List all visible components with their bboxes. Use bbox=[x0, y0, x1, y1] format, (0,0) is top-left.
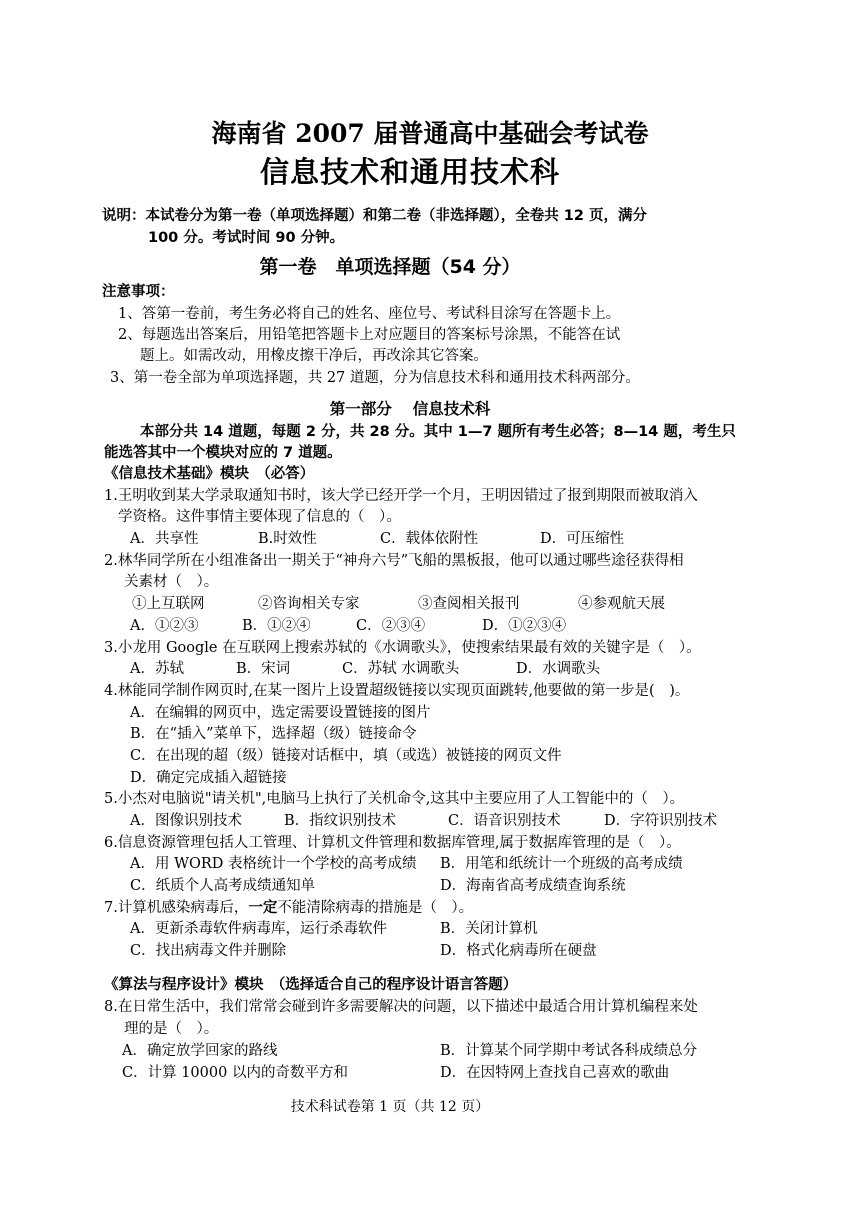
q5-option-d: D．字符识别技术 bbox=[604, 813, 718, 829]
part-one-heading: 第一卷 单项选择题（54 分） bbox=[259, 256, 521, 278]
page-footer: 技术科试卷第 1 页（共 12 页） bbox=[290, 1099, 490, 1115]
question-4: 4.林能同学制作网页时,在某一图片上设置超级链接以实现页面跳转,他要做的第一步是( )。 bbox=[104, 683, 690, 699]
section-heading: 第一部分 信息技术科 bbox=[329, 400, 491, 418]
q2-option-a: A．①②③ bbox=[130, 618, 199, 634]
q2-item-1: ①上互联网 bbox=[132, 596, 205, 612]
q2-option-c: C．②③④ bbox=[356, 618, 426, 634]
q7-option-b: B．关闭计算机 bbox=[440, 921, 538, 937]
notes-label: 注意事项： bbox=[102, 284, 175, 300]
q6-option-c: C．纸质个人高考成绩通知单 bbox=[130, 878, 316, 894]
question-3: 3.小龙用 Google 在互联网上搜索苏轼的《水调歌头》，使搜索结果最有效的关键字是（ ）。 bbox=[104, 640, 701, 656]
section-description-1: 本部分共 14 道题，每题 2 分，共 28 分。其中 1—7 题所有考生必答；8—14 题，考生只 bbox=[140, 424, 736, 440]
instructions-line-1: 说明：本试卷分为第一卷（单项选择题）和第二卷（非选择题），全卷共 12 页，满分 bbox=[102, 208, 648, 224]
note-3: 3、第一卷全部为单项选择题，共 27 道题，分为信息技术科和通用技术科两部分。 bbox=[110, 370, 640, 386]
q3-option-a: A．苏轼 bbox=[130, 661, 184, 677]
exam-title: 海南省 2007 届普通高中基础会考试卷 bbox=[211, 119, 649, 148]
q3-option-c: C．苏轼 水调歌头 bbox=[342, 661, 460, 677]
question-2-continued: 关素材（ ）。 bbox=[124, 574, 219, 590]
q8-option-b: B．计算某个同学期中考试各科成绩总分 bbox=[440, 1043, 698, 1059]
module-heading-algorithms: 《算法与程序设计》模块 （选择适合自己的程序设计语言答题） bbox=[104, 977, 518, 993]
q8-option-d: D．在因特网上查找自己喜欢的歌曲 bbox=[440, 1065, 670, 1081]
q4-option-c: C．在出现的超（级）链接对话框中，填（或选）被链接的网页文件 bbox=[130, 748, 562, 764]
q5-option-a: A．图像识别技术 bbox=[130, 813, 242, 829]
q2-item-3: ③查阅相关报刊 bbox=[418, 596, 520, 612]
question-8-continued: 理的是（ ）。 bbox=[124, 1021, 219, 1037]
subject-title: 信息技术和通用技术科 bbox=[259, 155, 560, 189]
note-1: 1、答第一卷前，考生务必将自己的姓名、座位号、考试科目涂写在答题卡上。 bbox=[118, 306, 621, 322]
q4-option-b: B．在“插入”菜单下，选择超（级）链接命令 bbox=[130, 726, 417, 742]
q2-item-2: ②咨询相关专家 bbox=[258, 596, 360, 612]
q4-option-a: A．在编辑的网页中，选定需要设置链接的图片 bbox=[130, 705, 431, 721]
q5-option-c: C．语音识别技术 bbox=[448, 813, 561, 829]
question-5: 5.小杰对电脑说"请关机",电脑马上执行了关机命令,这其中主要应用了人工智能中的（ ）。 bbox=[104, 791, 685, 807]
q2-option-d: D．①②③④ bbox=[482, 618, 567, 634]
question-6: 6.信息资源管理包括人工管理、计算机文件管理和数据库管理,属于数据库管理的是（ ）。 bbox=[104, 835, 681, 851]
q1-option-d: D．可压缩性 bbox=[540, 531, 625, 547]
q7-option-d: D．格式化病毒所在硬盘 bbox=[440, 943, 597, 959]
question-8: 8.在日常生活中，我们常常会碰到许多需要解决的问题，以下描述中最适合用计算机编程来处 bbox=[104, 999, 698, 1015]
question-1-continued: 学资格。这件事情主要体现了信息的（ ）。 bbox=[118, 509, 401, 525]
q3-option-d: D．水调歌头 bbox=[516, 661, 601, 677]
instructions-line-2: 100 分。考试时间 90 分钟。 bbox=[148, 230, 345, 246]
q6-option-b: B．用笔和纸统计一个班级的高考成绩 bbox=[440, 856, 683, 872]
q5-option-b: B．指纹识别技术 bbox=[284, 813, 397, 829]
note-2: 2、每题选出答案后，用铅笔把答题卡上对应题目的答案标号涂黑，不能答在试 bbox=[118, 327, 621, 343]
q1-option-c: C．载体依附性 bbox=[380, 531, 479, 547]
note-2-continued: 题上。如需改动，用橡皮擦干净后，再改涂其它答案。 bbox=[140, 348, 488, 364]
section-description-2: 能选答其中一个模块对应的 7 道题。 bbox=[104, 445, 342, 461]
q6-option-a: A．用 WORD 表格统计一个学校的高考成绩 bbox=[130, 856, 417, 872]
q8-option-c: C．计算 10000 以内的奇数平方和 bbox=[122, 1065, 348, 1081]
question-7-text-start: 7.计算机感染病毒后， bbox=[104, 900, 249, 916]
q7-option-c: C．找出病毒文件并删除 bbox=[130, 943, 287, 959]
question-7-emphasis: 一定 bbox=[248, 900, 278, 916]
q6-option-d: D．海南省高考成绩查询系统 bbox=[440, 878, 626, 894]
question-2: 2.林华同学所在小组准备出一期关于“神舟六号”飞船的黑板报，他可以通过哪些途径获得相 bbox=[104, 553, 684, 569]
module-heading-basics: 《信息技术基础》模块 （必答） bbox=[104, 466, 315, 482]
q2-item-4: ④参观航天展 bbox=[578, 596, 665, 612]
q2-option-b: B．①②④ bbox=[242, 618, 311, 634]
q7-option-a: A．更新杀毒软件病毒库，运行杀毒软件 bbox=[130, 921, 387, 937]
question-7 bbox=[104, 898, 473, 918]
question-7-text-end: 不能清除病毒的措施是（ ）。 bbox=[277, 900, 474, 916]
q1-option-a: A．共享性 bbox=[130, 531, 199, 547]
q8-option-a: A．确定放学回家的路线 bbox=[122, 1043, 278, 1059]
q4-option-d: D．确定完成插入超链接 bbox=[130, 770, 287, 786]
q1-option-b: B.时效性 bbox=[258, 531, 317, 547]
q3-option-b: B．宋词 bbox=[236, 661, 291, 677]
question-1: 1.王明收到某大学录取通知书时，该大学已经开学一个月，王明因错过了报到期限而被取消入 bbox=[104, 488, 698, 504]
